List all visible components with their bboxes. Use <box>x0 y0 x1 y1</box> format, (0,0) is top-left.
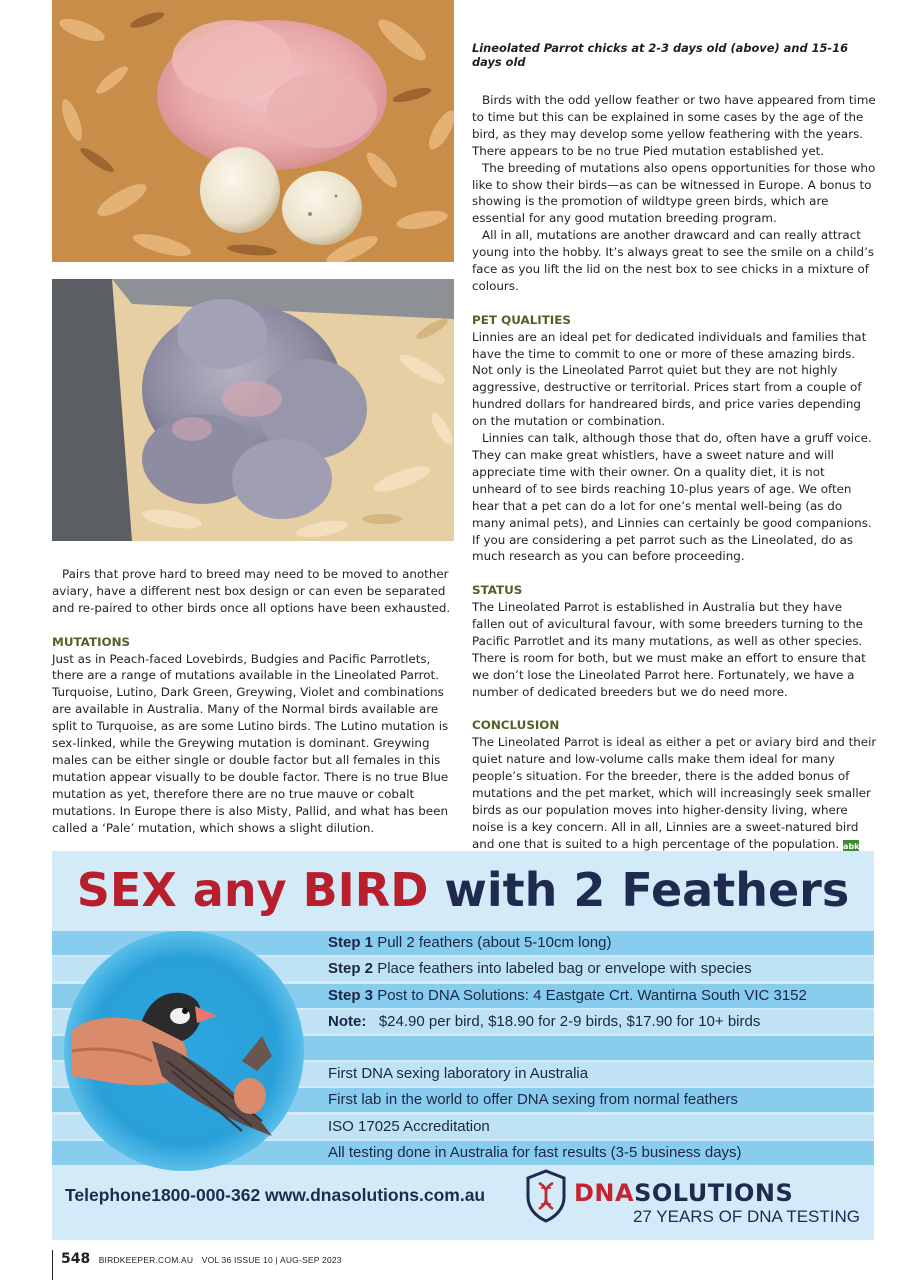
page-number: 548 <box>61 1251 91 1267</box>
pet-paragraph-1: Linnies are an ideal pet for dedicated individuals and families that have the time to commit to one or more of these amazing birds. Not only is the Lineolated Parrot quiet but they are not highly aggressive, destructive or territorial. Prices start from a couple of hundred dollars for handreared birds, and price varies depending on the mutation or combination. <box>472 329 867 429</box>
paragraph-drawcard: All in all, mutations are another drawcard and can really attract young into the hobby. It’s always great to see the smile on a child’s face as you lift the lid on the nest box to see chicks in a mixture of colours. <box>472 228 875 293</box>
pet-qualities-heading: PET QUALITIES <box>472 312 571 327</box>
status-heading: STATUS <box>472 583 523 598</box>
conclusion-heading: CONCLUSION <box>472 718 560 733</box>
photo-chicks-2-3-days <box>52 0 454 262</box>
step-3-row <box>328 984 807 1008</box>
brand-solutions: SOLUTIONS <box>634 1179 794 1207</box>
feature-item: First lab in the world to offer DNA sexing from normal feathers <box>328 1091 738 1108</box>
headline-part-sex-any: SEX any <box>76 863 303 917</box>
headline-part-bird: BIRD <box>302 863 429 917</box>
step-1-label: Step 1 <box>328 934 374 951</box>
left-column <box>52 566 458 836</box>
feature-item: All testing done in Australia for fast results (3-5 business days) <box>328 1144 742 1161</box>
issue-info: VOL 36 ISSUE 10 | AUG-SEP 2023 <box>201 1255 342 1265</box>
end-mark-icon: abk <box>842 841 860 851</box>
dna-solutions-advertisement <box>52 851 874 1240</box>
contact-line: Telephone1800-000-362 www.dnasolutions.com.au <box>65 1185 486 1205</box>
dna-solutions-logo <box>524 1169 864 1233</box>
finch-in-hand-icon <box>72 961 302 1161</box>
ad-headline <box>52 863 874 917</box>
paragraph-show-birds: The breeding of mutations also opens opportunities for those who like to show their birds—as can be witnessed in Europe. A bonus to showing is the promotion of wildtype green birds, which are essential for any good mutation breeding program. <box>472 160 876 226</box>
photo-chicks-15-16-days <box>52 279 454 541</box>
note-row <box>328 1010 760 1034</box>
step-2-text: Place feathers into labeled bag or envelope with species <box>377 960 752 977</box>
chicks-eggs-image <box>52 0 454 262</box>
brand-tagline: 27 YEARS OF DNA TESTING <box>632 1207 860 1226</box>
breeding-paragraph: Pairs that prove hard to breed may need to be moved to another aviary, have a different nest box design or can even be separated and re-paired to other birds once all options have been exhausted. <box>52 567 451 615</box>
paragraph-yellow-feather: Birds with the odd yellow feather or two have appeared from time to time but this can be explained in some cases by the age of the bird, as they may develop some yellow feathering with the years. There appears to be no true Pied mutation established yet. <box>472 93 876 158</box>
status-paragraph: The Lineolated Parrot is established in Australia but they have fallen out of avicultural favour, with some breeders turning to the Pacific Parrotlet and its many mutations, as well as other species. There is room for both, but we must make an effort to ensure that we don’t lose the Lineolated Parrot here. Fortunately, we have a number of dedicated breeders but we do need more. <box>472 600 866 699</box>
step-1-row <box>328 931 611 955</box>
photo-caption: Lineolated Parrot chicks at 2-3 days old (above) and 15-16 days old <box>472 41 849 69</box>
note-text: $24.90 per bird, $18.90 for 2-9 birds, $17.90 for 10+ birds <box>378 1013 761 1030</box>
conclusion-text: The Lineolated Parrot is ideal as either a pet or aviary bird and their quiet nature and low-volume calls make them ideal for many people’s situation. For the breeder, there is the added bonus of mutations and the pet market, which will increasingly seek smaller birds as our population moves into higher-density living, where noise is a key concern. All in all, Linnies are a sweet-natured bird and one that is suited to a high percentage of the population. <box>472 735 877 851</box>
page-footer <box>52 1250 342 1280</box>
pet-paragraph-2: Linnies can talk, although those that do, often have a gruff voice. They can make great whistlers, have a sweet nature and will appreciate time with their owner. On a quality diet, it is not unheard of to see birds reaching 10-plus years of age. We often hear that a pet can do a lot for one’s mental well-being (as do many animal pets), and Linnies can certainly be good companions. If you are considering a pet parrot such as the Lineolated, do as much research as you can before proceeding. <box>472 431 872 564</box>
dna-solutions-wordmark <box>574 1179 793 1207</box>
step-3-text: Post to DNA Solutions: 4 Eastgate Crt. Wantirna South VIC 3152 <box>377 987 807 1004</box>
step-1-text: Pull 2 feathers (about 5-10cm long) <box>377 934 612 951</box>
conclusion-paragraph <box>472 734 877 852</box>
feature-item: ISO 17025 Accreditation <box>328 1118 490 1135</box>
brand-dna: DNA <box>574 1179 635 1207</box>
mutations-paragraph: Just as in Peach-faced Lovebirds, Budgies and Pacific Parrotlets, there are a range of mutations available in the Lineolated Parrot. Turquoise, Lutino, Dark Green, Greywing, Violet and combinations are available in Australia. Many of the Normal birds available are split to Turquoise, as are some Lutino birds. The Lutino mutation is sex-linked, while the Greywing mutation is dominant. Greywing males can be either single or double factor but all females in this mutation appear visually to be double factor. There is no true Blue mutation as yet, therefore there are no true mauve or cobalt mutations. In Europe there is also Misty, Pallid, and what has been called a ‘Pale’ mutation, which shows a slight dilution. <box>52 651 449 835</box>
step-3-label: Step 3 <box>328 987 374 1004</box>
site-url: BIRDKEEPER.COM.AU <box>98 1255 194 1265</box>
right-column <box>472 92 877 853</box>
step-2-row <box>328 957 752 981</box>
step-2-label: Step 2 <box>328 960 374 977</box>
feature-item: First DNA sexing laboratory in Australia <box>328 1065 589 1082</box>
mutations-heading: MUTATIONS <box>52 634 131 649</box>
dna-shield-icon <box>524 1169 568 1223</box>
chicks-nestbox-image <box>52 279 454 541</box>
headline-part-feathers: with 2 Feathers <box>428 863 850 917</box>
note-label: Note: <box>328 1013 367 1030</box>
